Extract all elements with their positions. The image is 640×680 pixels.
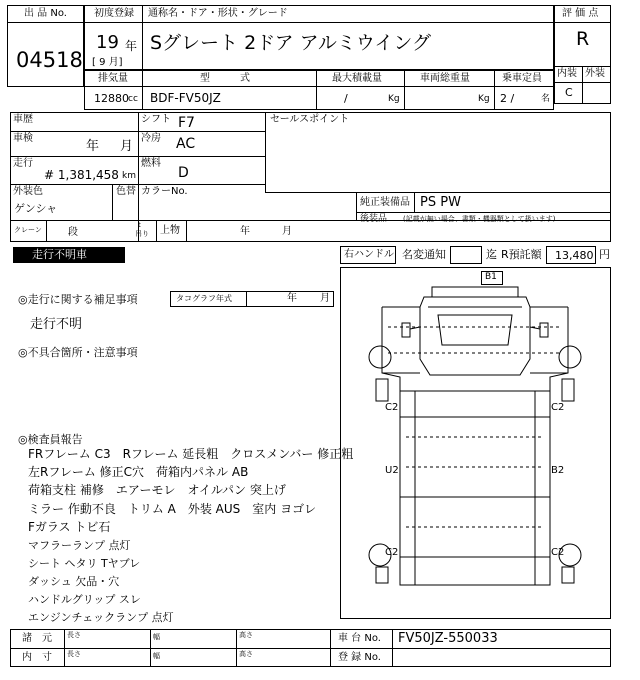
divider <box>186 220 187 242</box>
reg-year-unit: 年 <box>125 39 138 53</box>
color-no-label: カラーNo. <box>141 186 188 197</box>
chassis-number: FV50JZ-550033 <box>398 631 498 646</box>
divider <box>46 220 47 242</box>
aftermarket-note: (記載が無い場合、書類・機器類として扱います) <box>403 215 556 223</box>
capacity-value: 2 / <box>500 92 515 105</box>
top-label: 上物 <box>160 225 180 236</box>
inspection-label: 車検 <box>13 133 33 144</box>
report-line: マフラーランプ 点灯 <box>28 539 131 552</box>
reg-year: 19 <box>96 32 119 53</box>
ext-color-label: 外装色 <box>13 186 43 197</box>
report-line: ハンドルグリップ スレ <box>28 593 141 606</box>
divider <box>582 66 583 104</box>
max-load-label: 最大積載量 <box>332 73 382 84</box>
chassis-label: 車 台 No. <box>338 633 381 644</box>
deadline-label: 迄 <box>486 248 497 261</box>
aftermarket-label: 後装品 <box>360 214 388 224</box>
reg-month: [ 9 月] <box>92 57 123 68</box>
divider <box>84 86 554 87</box>
shift-label: シフト <box>141 114 171 125</box>
exterior-label: 外装 <box>585 68 605 79</box>
crane-stage: 段 <box>68 227 78 238</box>
divider <box>10 648 611 649</box>
mileage-unit: km <box>122 171 136 181</box>
color-change-label: 色替 <box>116 186 136 197</box>
divider <box>356 212 611 213</box>
report-line: ダッシュ 欠品・穴 <box>28 575 120 588</box>
report-line: FRフレーム C3 Rフレーム 延長粗 クロスメンバー 修正粗 <box>28 447 354 461</box>
divider <box>265 192 611 193</box>
inspection-month: 月 <box>120 139 134 154</box>
supplement-text: 走行不明 <box>30 317 83 332</box>
divider <box>404 70 405 110</box>
displacement-unit: cc <box>128 94 138 104</box>
mileage-value: # 1,381,458 <box>44 168 119 182</box>
length-label: 長さ <box>67 631 81 639</box>
first-reg-label: 初度登録 <box>94 8 134 19</box>
crane-label: クレーン <box>14 226 42 234</box>
displacement-value: 12880 <box>94 92 129 105</box>
mark-b1-label: B1 <box>485 272 497 282</box>
specs-row-label: 諸 元 <box>22 633 52 644</box>
ext-color-value: ゲンシャ <box>14 202 58 215</box>
divider <box>265 112 266 192</box>
report-line: Fガラス トビ石 <box>28 520 111 534</box>
mark-c2-left-upper: C2 <box>385 402 399 413</box>
tachograph-month: 月 <box>320 293 330 304</box>
aircon-value: AC <box>176 136 196 152</box>
gross-weight-unit: Kg <box>478 94 490 104</box>
report-line: エンジンチェックランプ 点灯 <box>28 611 174 624</box>
divider <box>392 629 393 667</box>
banner-text: 走行不明車 <box>32 248 87 261</box>
length-label-2: 長さ <box>67 650 81 658</box>
crane-lift: 吊り <box>135 230 149 238</box>
vehicle-name-label: 通称名・ドア・形状・グレード <box>148 8 288 19</box>
mark-c2-right-upper: C2 <box>551 402 565 413</box>
report-line: 荷箱支柱 補修 エアーモレ オイルパン 突上げ <box>28 483 286 497</box>
name-change-label: 名変通知 <box>402 248 446 261</box>
divider <box>112 184 113 220</box>
model-label: 型 式 <box>200 73 250 84</box>
divider <box>236 629 237 667</box>
shift-value: F7 <box>178 115 195 131</box>
tachograph-year: 年 <box>287 293 297 304</box>
rating-label: 評 価 点 <box>562 8 599 19</box>
rating-value: R <box>576 28 590 50</box>
inner-dims-row-label: 内 寸 <box>22 652 52 663</box>
interior-grade: C <box>565 86 573 99</box>
mark-c2-left-lower: C2 <box>385 547 399 558</box>
lot-number: 04518 <box>16 48 83 72</box>
steering-value: 右ハンドル <box>344 249 394 260</box>
max-load-unit: Kg <box>388 94 400 104</box>
max-load-value: / <box>344 92 348 105</box>
tax-amount: 13,480 <box>555 249 594 262</box>
truck-outline-diagram <box>340 267 611 619</box>
divider <box>64 629 65 667</box>
divider <box>414 192 415 212</box>
divider <box>554 22 611 23</box>
top-year: 年 <box>240 226 250 237</box>
inspector-heading: ◎検査員報告 <box>18 433 83 446</box>
divider <box>150 629 151 667</box>
divider <box>84 22 554 23</box>
tax-label: R預託額 <box>501 248 542 261</box>
divider <box>316 70 317 110</box>
divider <box>7 22 84 23</box>
name-change-box <box>450 246 482 264</box>
capacity-label: 乗車定員 <box>502 73 542 84</box>
report-line: 左Rフレーム 修正C穴 荷箱内パネル AB <box>28 465 249 479</box>
registration-label: 登 録 No. <box>338 652 381 663</box>
divider <box>10 156 265 157</box>
divider <box>494 70 495 110</box>
height-label-2: 高さ <box>239 650 253 658</box>
tax-unit: 円 <box>599 248 610 261</box>
gross-weight-label: 車両総重量 <box>420 73 470 84</box>
tachograph-label: タコグラフ年式 <box>176 294 232 303</box>
displacement-label: 排気量 <box>98 73 128 84</box>
report-line: ミラー 作動不良 トリム A 外装 AUS 室内 ヨゴレ <box>28 502 317 516</box>
top-month: 月 <box>282 226 292 237</box>
interior-label: 内装 <box>557 68 577 79</box>
divider <box>10 184 265 185</box>
mark-c2-right-lower: C2 <box>551 547 565 558</box>
divider <box>356 192 357 220</box>
inspection-year: 年 <box>86 139 100 154</box>
mark-b2: B2 <box>551 465 565 476</box>
aircon-label: 冷房 <box>141 133 161 144</box>
mark-u2: U2 <box>385 465 399 476</box>
width-label: 幅 <box>153 633 160 641</box>
divider <box>156 220 157 242</box>
divider <box>142 5 143 70</box>
supplement-heading: ◎走行に関する補足事項 <box>18 293 138 306</box>
sales-point-label: セールスポイント <box>270 114 350 125</box>
divider <box>10 131 265 132</box>
crane-t: t <box>138 221 141 229</box>
model-value: BDF-FV50JZ <box>150 91 221 105</box>
report-line: シート ヘタリ Tヤブレ <box>28 557 141 570</box>
defects-heading: ◎不具合箇所・注意事項 <box>18 346 138 359</box>
divider <box>142 70 143 110</box>
divider <box>554 82 611 83</box>
history-label: 車歴 <box>13 114 33 125</box>
equip-value: PS PW <box>420 195 461 210</box>
divider <box>246 291 247 307</box>
equip-label: 純正装備品 <box>360 197 410 208</box>
width-label-2: 幅 <box>153 652 160 660</box>
mileage-label: 走行 <box>13 158 33 169</box>
capacity-unit: 名 <box>541 94 551 104</box>
divider <box>330 629 331 667</box>
lot-label: 出 品 No. <box>24 8 67 19</box>
fuel-label: 燃料 <box>141 158 161 169</box>
vehicle-name: Sグレート 2ドア アルミウイング <box>150 32 431 54</box>
fuel-value: D <box>178 165 189 181</box>
height-label: 高さ <box>239 631 253 639</box>
